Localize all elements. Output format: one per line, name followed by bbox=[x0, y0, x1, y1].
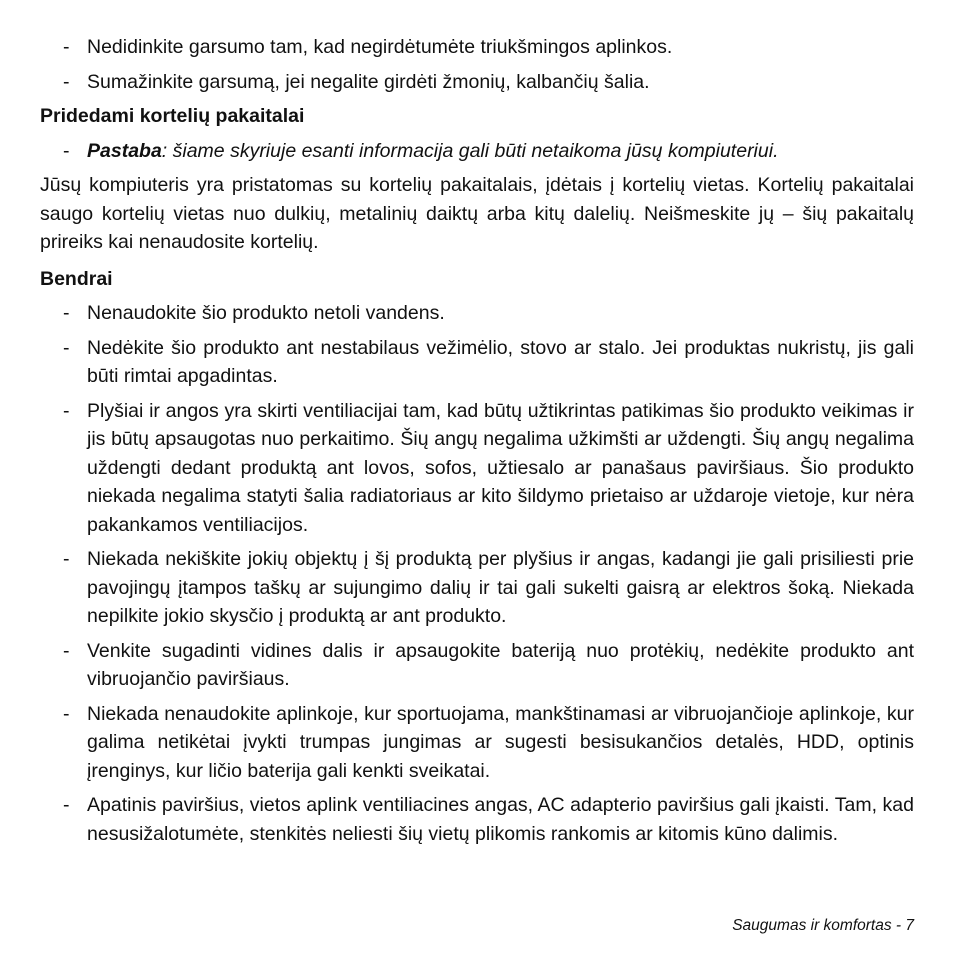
list-item-text: Nedėkite šio produkto ant nestabilaus vežimėlio, stovo ar stalo. Jei produktas nukristų, jis gali būti rimtai apgadintas. bbox=[87, 336, 914, 387]
list-item-text: Sumažinkite garsumą, jei negalite girdėti žmonių, kalbančių šalia. bbox=[87, 70, 650, 93]
list-item bbox=[40, 700, 914, 786]
list-item-text: Niekada nekiškite jokių objektų į šį produktą per plyšius ir angas, kadangi jie gali prisiliesti prie pavojingų įtampos taškų ar sujungimo dalių ir tai gali sukelti gaisrą ar elektros šoką. Niekada nepilkite jokio skysčio į produktą ar ant produkto. bbox=[87, 548, 914, 627]
bullet-dash: - bbox=[63, 702, 70, 725]
page-number: 7 bbox=[905, 917, 914, 934]
bullet-dash: - bbox=[63, 639, 70, 662]
list-item bbox=[40, 545, 914, 631]
section-heading-general: Bendrai bbox=[40, 267, 113, 290]
list-item-text: Venkite sugadinti vidines dalis ir apsaugokite bateriją nuo protėkių, nedėkite produkto ant vibruojančio paviršiaus. bbox=[87, 639, 914, 690]
document-body bbox=[40, 33, 914, 848]
bullet-dash: - bbox=[63, 399, 70, 422]
list-item-text: Niekada nenaudokite aplinkoje, kur sportuojama, mankštinamasi ar vibruojančioje aplinkoje, kur galima netikėtai įvykti trumpas jungimas ar sugesti besisukančios detalės, HDD, optinis įrenginys, kur ličio baterija gali kenkti sveikatai. bbox=[87, 702, 914, 782]
list-item bbox=[40, 637, 914, 694]
bullet-dash: - bbox=[63, 70, 70, 93]
bullet-dash: - bbox=[63, 336, 70, 359]
list-item bbox=[40, 68, 914, 97]
list-item bbox=[40, 299, 914, 328]
bullet-dash: - bbox=[63, 36, 70, 58]
list-item-text: Nenaudokite šio produkto netoli vandens. bbox=[87, 302, 445, 324]
list-item-text: Plyšiai ir angos yra skirti ventiliacijai tam, kad būtų užtikrintas patikimas šio produkto veikimas ir jis būtų apsaugotas nuo perkaitimo. Šių angų negalima užkimšti ar uždengti. Šių angų negalima uždengti dedant produktą ant lovos, sofos, užtiesalo ar panašaus paviršiaus. Šio produkto niekada negalima statyti šalia radiatoriaus ar kito šildymo prietaiso ar uždaroje vietoje, kur nėra pakankamos ventiliacijos. bbox=[87, 399, 914, 536]
card-fillers-paragraph: Jūsų kompiuteris yra pristatomas su kortelių pakaitalais, įdėtais į kortelių vietas. Kortelių pakaitalai saugo kortelių vietas nuo dulkių, metalinių daiktų arba kitų dalelių. Neišmeskite jų – šių pakaitalų prireiks kai nenaudosite kortelių. bbox=[40, 174, 914, 253]
section-heading-card-fillers: Pridedami kortelių pakaitalai bbox=[40, 105, 305, 127]
note-text: : šiame skyriuje esanti informacija gali būti netaikoma jūsų kompiuteriui. bbox=[161, 139, 779, 162]
list-item bbox=[40, 397, 914, 540]
bullet-dash: - bbox=[63, 302, 70, 324]
note-item bbox=[40, 137, 914, 166]
footer-section-title: Saugumas ir komfortas - bbox=[732, 917, 902, 934]
list-item bbox=[40, 334, 914, 391]
note-label: Pastaba bbox=[87, 139, 162, 162]
list-item bbox=[40, 791, 914, 848]
list-item-text: Nedidinkite garsumo tam, kad negirdėtumėte triukšmingos aplinkos. bbox=[87, 36, 673, 58]
list-item-text: Apatinis paviršius, vietos aplink ventiliacines angas, AC adapterio paviršius gali įkaisti. Tam, kad nesusižalotumėte, stenkitės neliesti šių vietų plikomis rankomis ar kitomis kūno dalimis. bbox=[87, 794, 914, 845]
list-item bbox=[40, 33, 914, 62]
bullet-dash: - bbox=[63, 548, 70, 570]
bullet-dash: - bbox=[63, 794, 70, 816]
bullet-dash: - bbox=[63, 139, 70, 162]
page-footer bbox=[732, 917, 914, 935]
